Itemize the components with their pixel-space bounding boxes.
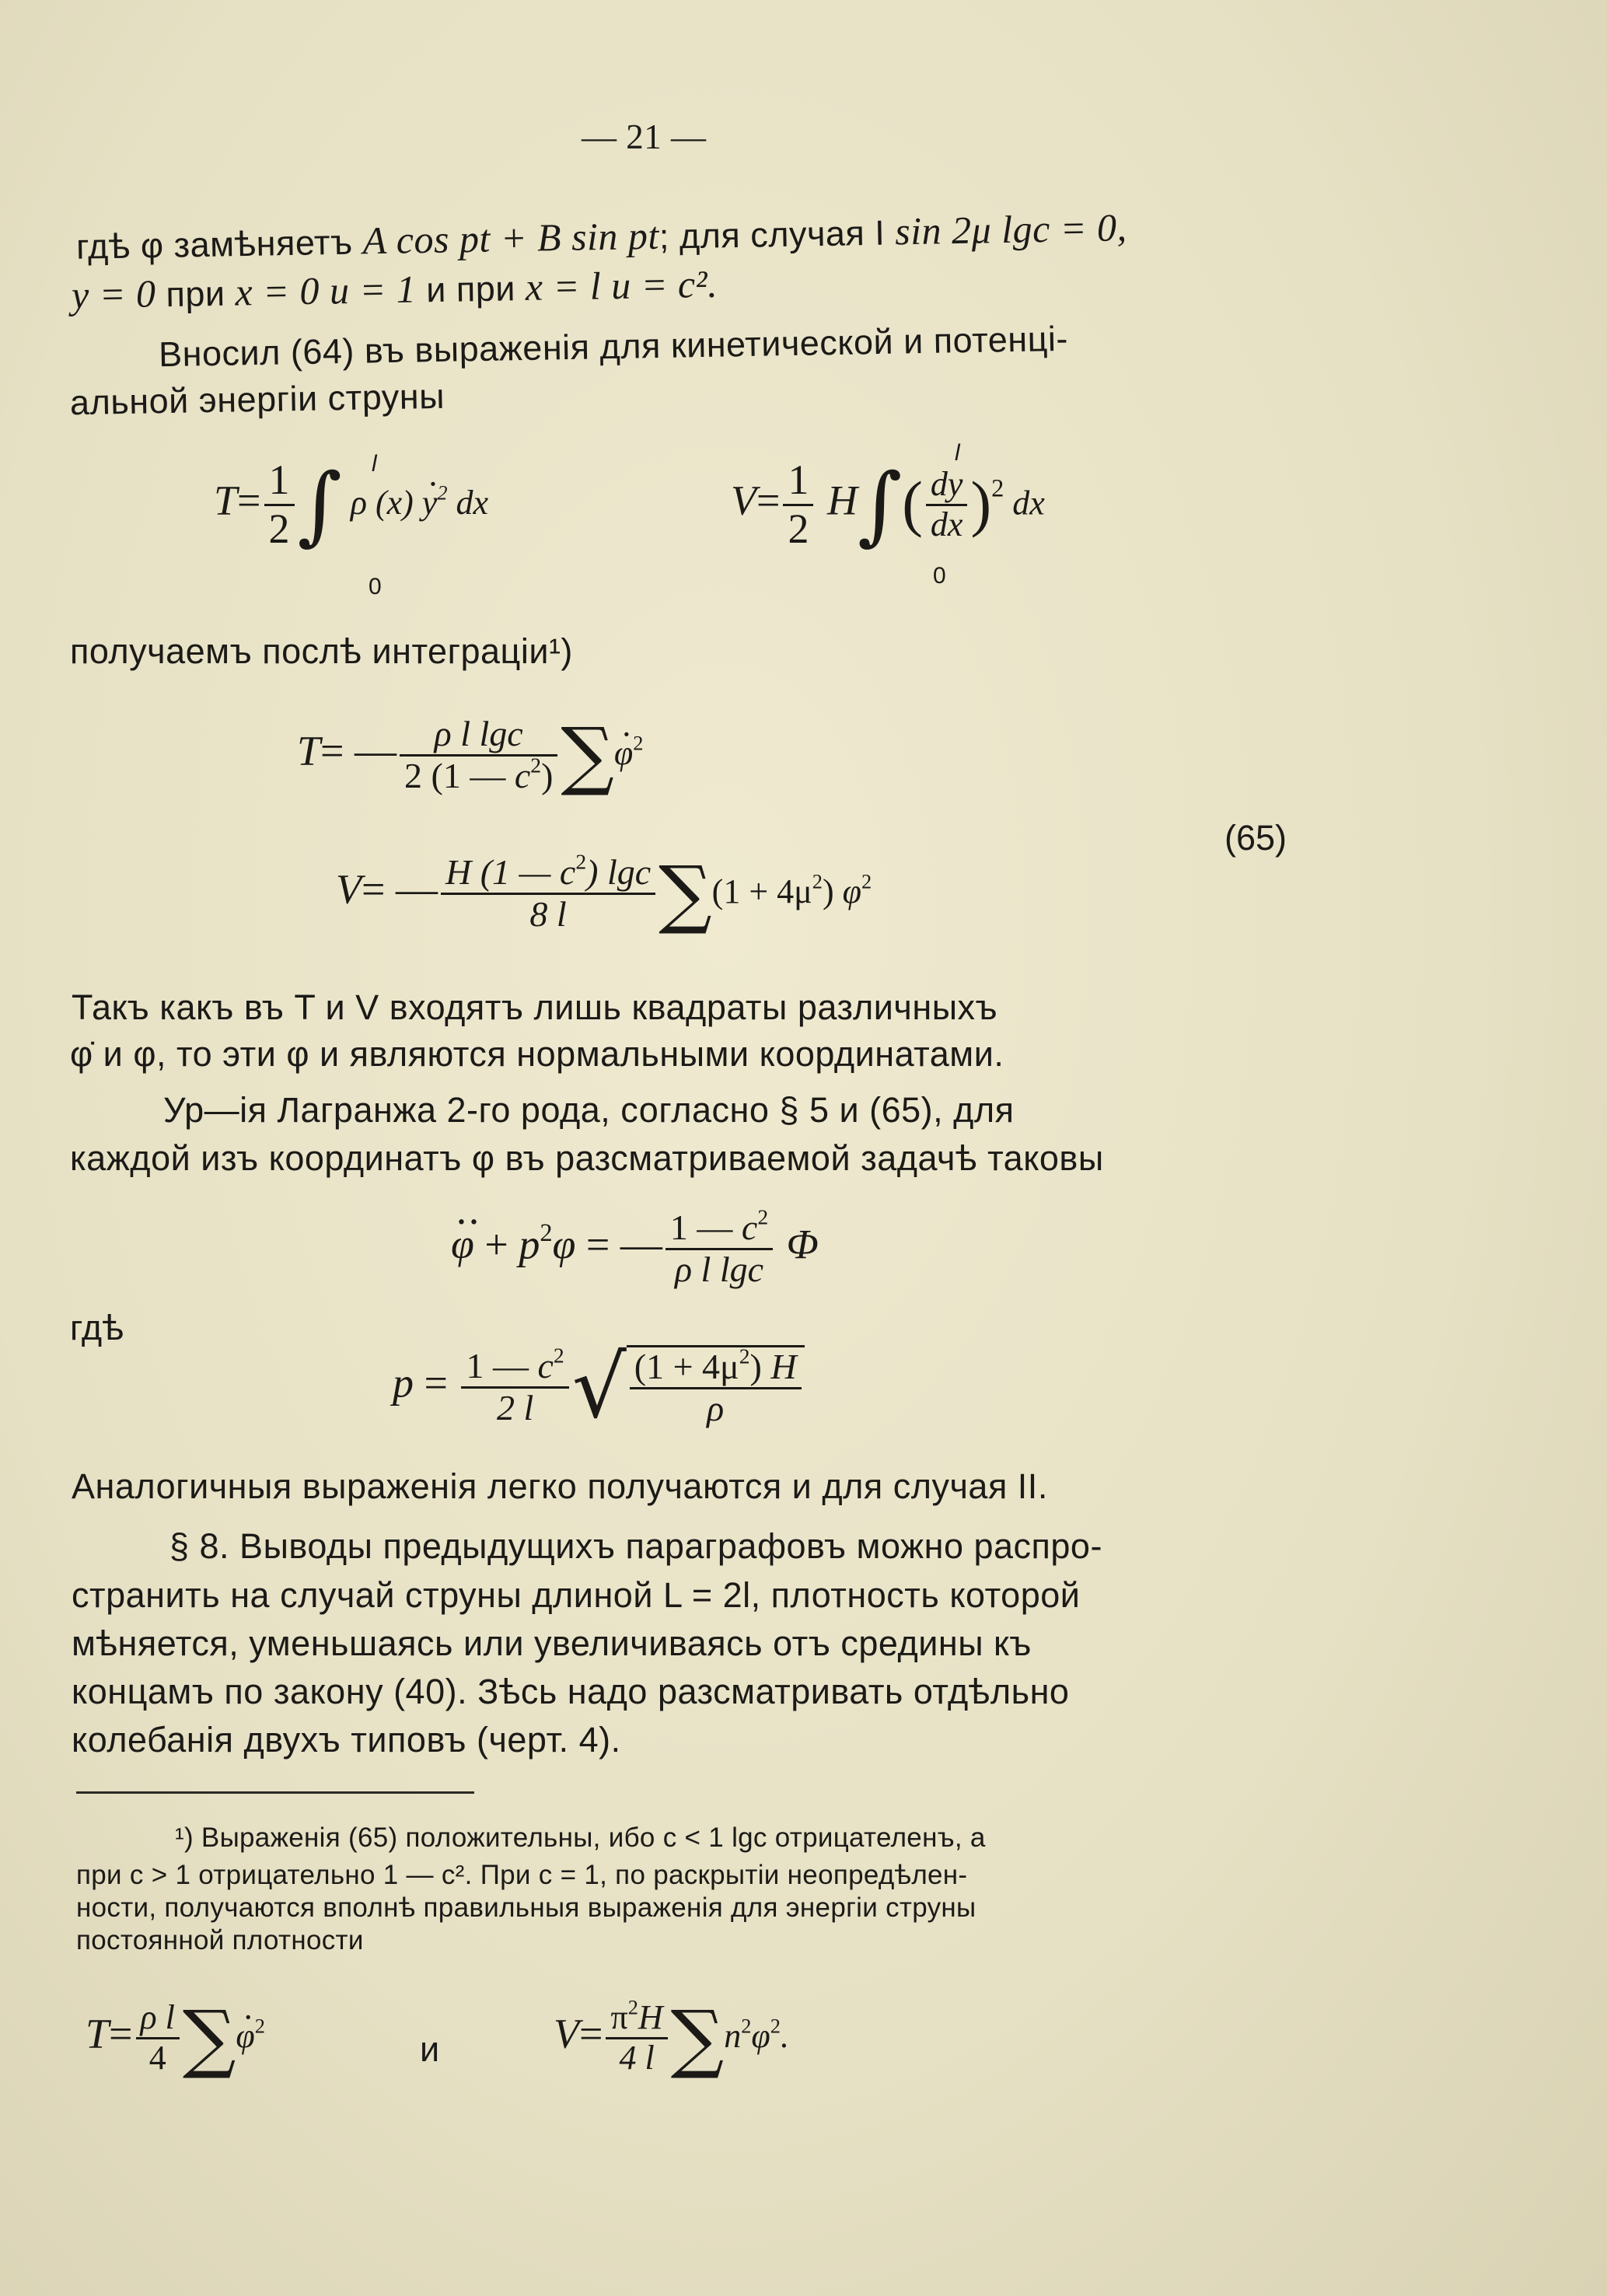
- footnote-line-3: ности, получаются вполнѣ правильныя выраженія для энергіи струны: [76, 1892, 976, 1923]
- equation-lagrange: φ ·· + $p^2\varphi$ = — $\frac{1 — c^2}{\text{ρ l lgc}}$ Φ: [451, 1208, 819, 1289]
- paragraph-1-line-1: гдѣ φ замѣняетъ A cos pt + B sin pt; для случая I sin 2μ lgc = 0,: [75, 205, 1127, 267]
- footnote-line-1: ¹) Выраженія (65) положительны, ибо c < 1 lgc отрицателенъ, а: [175, 1822, 986, 1853]
- footnote-line-4: постоянной плотности: [76, 1925, 364, 1955]
- paragraph-1-line-2: y = 0 при x = 0 u = 1 и при x = l u = c².: [71, 261, 718, 317]
- footnote-and: и: [420, 2029, 440, 2069]
- paragraph-8-line-3: мѣняется, уменьшаясь или увеличиваясь отъ средины къ: [72, 1623, 1032, 1663]
- paragraph-8-line-1: § 8. Выводы предыдущихъ параграфовъ можно распро-: [169, 1526, 1102, 1566]
- paragraph-8-line-4: концамъ по закону (40). Зѣсь надо разсматривать отдѣльно: [72, 1672, 1070, 1711]
- paragraph-8-line-5: колебанія двухъ типовъ (черт. 4).: [72, 1720, 621, 1760]
- equation-65-kinetic: T= — $\frac{\text{ρ l lgc}}{2 (1 — c^2)}$ ∑φ ·$^2$: [297, 711, 643, 799]
- paragraph-3: получаемъ послѣ интеграціи¹): [70, 631, 573, 671]
- paragraph-2-line-1: Вносил (64) въ выраженія для кинетической и потенці-: [158, 318, 1069, 375]
- equation-kinetic-integral: T= $\frac{1}{2}$ ∫ ρ (x) y ·$^2$ dx: [214, 455, 488, 554]
- footnote-equation-kinetic: T= $\frac{\text{ρ l}}{4}$ ∑φ ·$^2$: [86, 1994, 265, 2081]
- paragraph-5-line-2: каждой изъ координатъ φ въ разсматриваемой задачѣ таковы: [70, 1138, 1104, 1178]
- equation-tag: (65): [1224, 818, 1287, 858]
- paragraph-2-line-2: альной энергіи струны: [69, 376, 445, 423]
- footnote-separator: [76, 1791, 474, 1794]
- paragraph-4-line-1: Такъ какъ въ T и V входятъ лишь квадраты различныхъ: [72, 987, 998, 1027]
- footnote-equation-potential: V= $\frac{\pi^2H}{4 l}$ $\sum n^2\varphi^2$.: [554, 1994, 789, 2081]
- equation-65-potential: V= — $\frac{H (1 — c^2) \lg c}{8 l}$ $\sum(1 + 4\mu^2)$ $\varphi^2$: [336, 849, 872, 937]
- paragraph-5-line-1: Ур—ія Лагранжа 2-го рода, согласно § 5 и (65), для: [163, 1090, 1015, 1130]
- equation-potential-integral: V= $\frac{1}{2}$ H∫( $\frac{dy}{dx}$ )$^2$ dx: [731, 455, 1045, 554]
- paragraph-7: Аналогичныя выраженія легко получаются и для случая II.: [72, 1466, 1048, 1506]
- page-number: — 21 —: [582, 117, 707, 156]
- footnote-line-2: при c > 1 отрицательно 1 — c². При c = 1, по раскрытіи неопредѣлен-: [76, 1860, 968, 1890]
- paragraph-4-line-2: φ̇ и φ, то эти φ и являются нормальными координатами.: [70, 1034, 1004, 1074]
- equation-frequency: p = $\frac{1 — c^2}{2 l}$ √ $\frac{(1 + 4\mu^2) H}{\rho}$: [393, 1337, 805, 1437]
- paragraph-8-line-2: странить на случай струны длиной L = 2l, плотность которой: [72, 1575, 1081, 1615]
- page: — 21 — гдѣ φ замѣняетъ A cos pt + B sin pt; для случая I sin 2μ lgc = 0, y = 0 при x = 0 u = 1 и при x = l u = c². Вносил (64) въ выраженія для кинетической и потенці- альной энергіи струны T= $\frac{1}{2}$ ∫ ρ (x) y ·$^2$ dx l 0 V= $\frac{1}{2}$ H∫( $\frac{dy}{dx}$ )$^2$ dx l 0 получаемъ послѣ интеграціи¹) T= — $\frac{\text{ρ l lgc}}{2 (1 — c^2)}$ ∑φ ·$^2$ (65) V= — $\frac{H (1 — c^2) \lg c}{8 l}$ $\sum(1 + 4\mu^2)$ $\varphi^2$ Такъ какъ въ T и V входятъ лишь квадраты различныхъ φ̇ и φ, то эти φ и являются нормальными координатами. Ур—ія Лагранжа 2-го рода, согласно § 5 и (65), для каждой изъ координатъ φ въ разсматриваемой задачѣ таковы φ ·· + $p^2\varphi$ = — $\frac{1 — c^2}{\text{ρ l lgc}}$ Φ гдѣ p = $\frac{1 — c^2}{2 l}$ √ $\frac{(1 + 4\mu^2) H}{\rho}$ Аналогичныя выраженія легко получаются и для случая II. § 8. Выводы предыдущихъ параграфовъ можно распро- странить на случай струны длиной L = 2l, плотность которой мѣняется, уменьшаясь или увеличиваясь отъ средины къ концамъ по закону (40). Зѣсь надо разсматривать отдѣльно колебанія двухъ типовъ (черт. 4). ¹) Выраженія (65) положительны, ибо c < 1 lgc отрицателенъ, а при c > 1 отрицательно 1 — c². При c = 1, по раскрытіи неопредѣлен- ности, получаются вполнѣ правильныя выраженія для энергіи струны постоянной плотности T= $\frac{\text{ρ l}}{4}$ ∑φ ·$^2$ и V= $\frac{\pi^2H}{4 l}$ $\sum n^2\varphi^2$.: [0, 0, 1607, 2296]
- paragraph-6: гдѣ: [70, 1308, 124, 1347]
